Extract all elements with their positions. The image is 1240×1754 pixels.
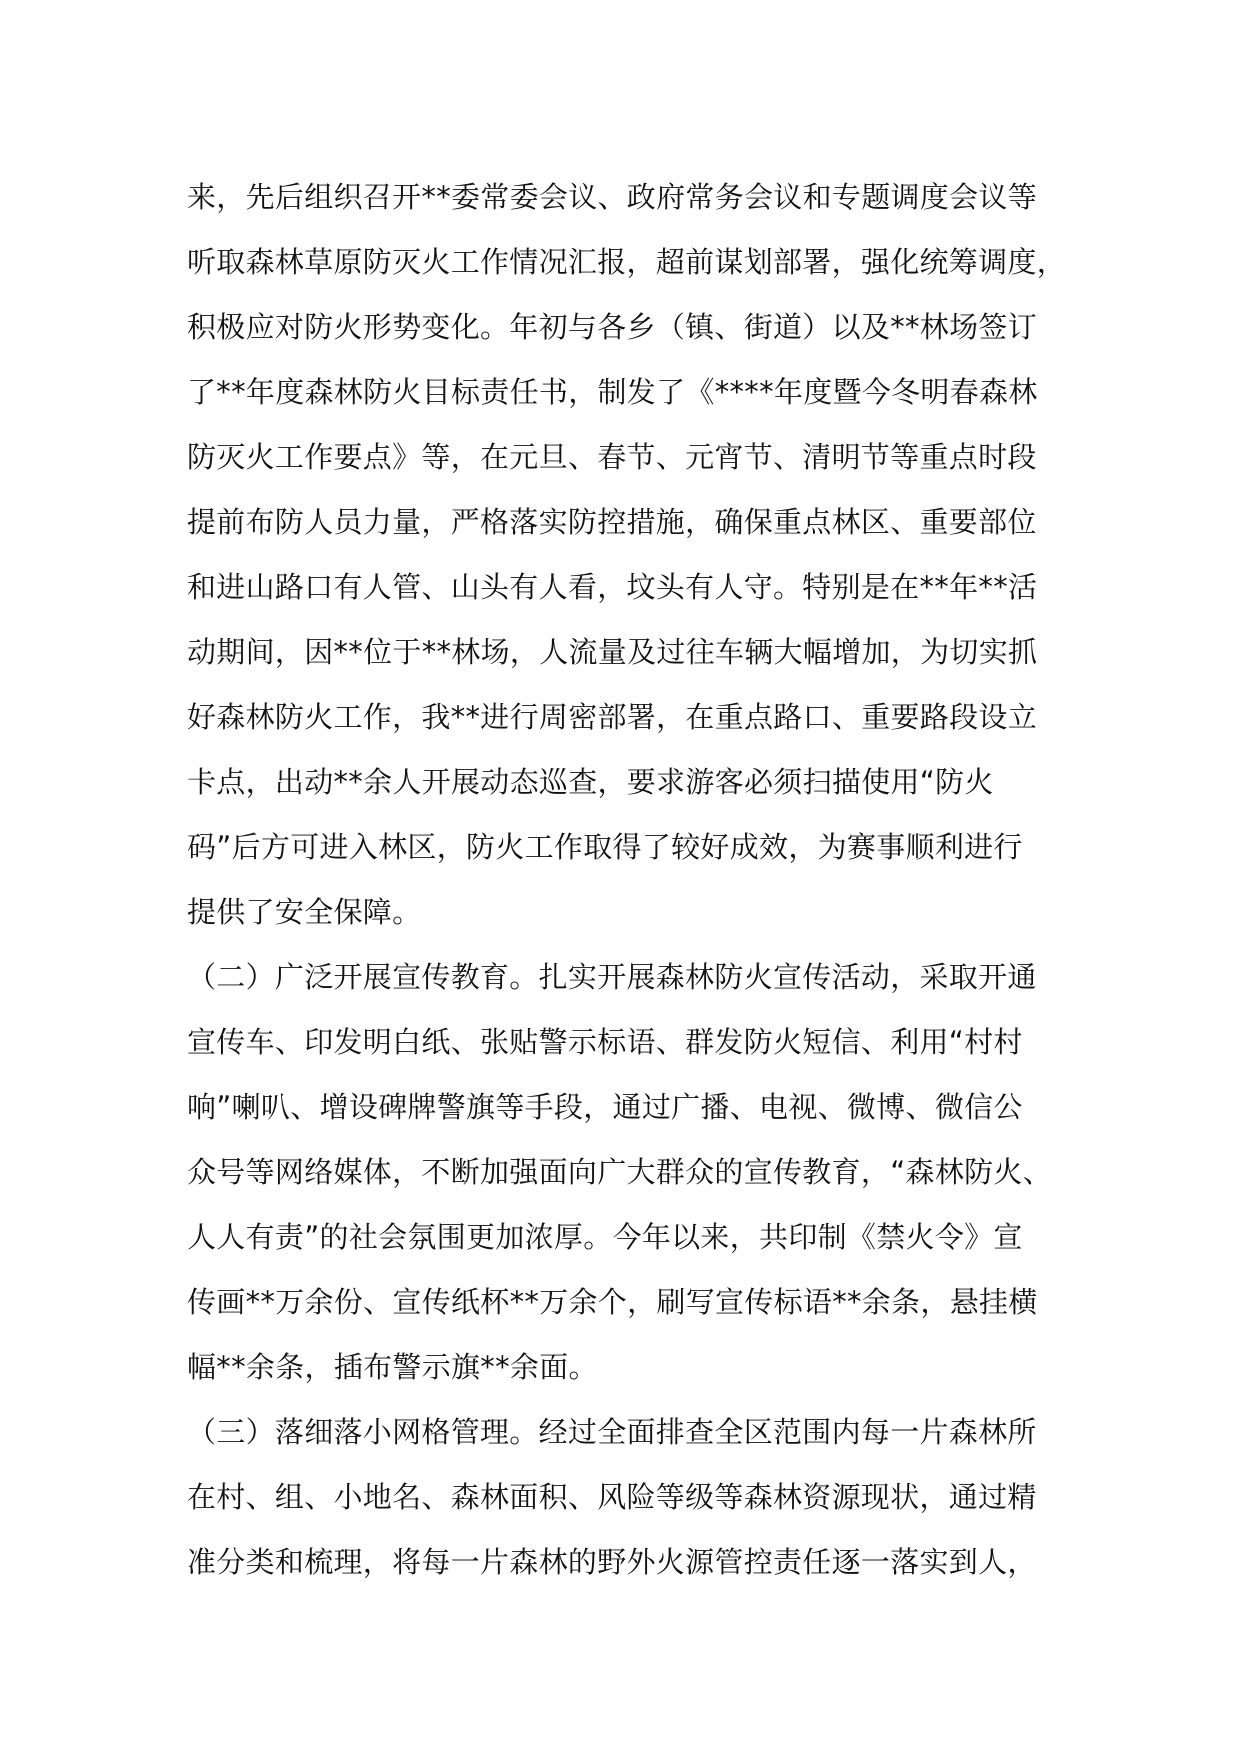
text-line: 幅**余条，插布警示旗**余面。 bbox=[187, 1350, 598, 1384]
text-line: 码”后方可进入林区，防火工作取得了较好成效，为赛事顺利进行 bbox=[187, 830, 1023, 864]
text-line: 提供了安全保障。 bbox=[187, 895, 422, 929]
text-line: 提前布防人员力量，严格落实防控措施，确保重点林区、重要部位 bbox=[187, 505, 1037, 539]
section-heading-line: （二）广泛开展宣传教育。扎实开展森林防火宣传活动，采取开通 bbox=[187, 960, 1037, 994]
text-line: 人人有责”的社会氛围更加浓厚。今年以来，共印制《禁火令》宣 bbox=[187, 1220, 1023, 1254]
text-line: 众号等网络媒体，不断加强面向广大群众的宣传教育，“森林防火、 bbox=[187, 1155, 1053, 1189]
text-line: 了**年度森林防火目标责任书，制发了《****年度暨今冬明春森林 bbox=[187, 375, 1038, 409]
text-line: 动期间，因**位于**林场，人流量及过往车辆大幅增加，为切实抓 bbox=[187, 635, 1038, 669]
text-line: 来，先后组织召开**委常委会议、政府常务会议和专题调度会议等 bbox=[187, 180, 1038, 214]
text-line: 宣传车、印发明白纸、张贴警示标语、群发防火短信、利用“村村 bbox=[187, 1025, 1023, 1059]
text-line: 听取森林草原防灭火工作情况汇报，超前谋划部署，强化统筹调度， bbox=[187, 245, 1067, 279]
text-line: 和进山路口有人管、山头有人看，坟头有人守。特别是在**年**活 bbox=[187, 570, 1038, 604]
text-line: 防灭火工作要点》等，在元旦、春节、元宵节、清明节等重点时段 bbox=[187, 440, 1037, 474]
text-line: 传画**万余份、宣传纸杯**万余个，刷写宣传标语**余条，悬挂横 bbox=[187, 1285, 1038, 1319]
text-line: 积极应对防火形势变化。年初与各乡（镇、街道）以及**林场签订 bbox=[187, 310, 1038, 344]
section-heading-line: （三）落细落小网格管理。经过全面排查全区范围内每一片森林所 bbox=[187, 1415, 1037, 1449]
text-line: 在村、组、小地名、森林面积、风险等级等森林资源现状，通过精 bbox=[187, 1480, 1037, 1514]
body-text bbox=[187, 165, 1067, 1595]
text-line: 卡点，出动**余人开展动态巡查，要求游客必须扫描使用“防火 bbox=[187, 765, 994, 799]
text-line: 准分类和梳理，将每一片森林的野外火源管控责任逐一落实到人， bbox=[187, 1545, 1037, 1579]
text-line: 响”喇叭、增设碑牌警旗等手段，通过广播、电视、微博、微信公 bbox=[187, 1090, 1023, 1124]
text-line: 好森林防火工作，我**进行周密部署，在重点路口、重要路段设立 bbox=[187, 700, 1038, 734]
